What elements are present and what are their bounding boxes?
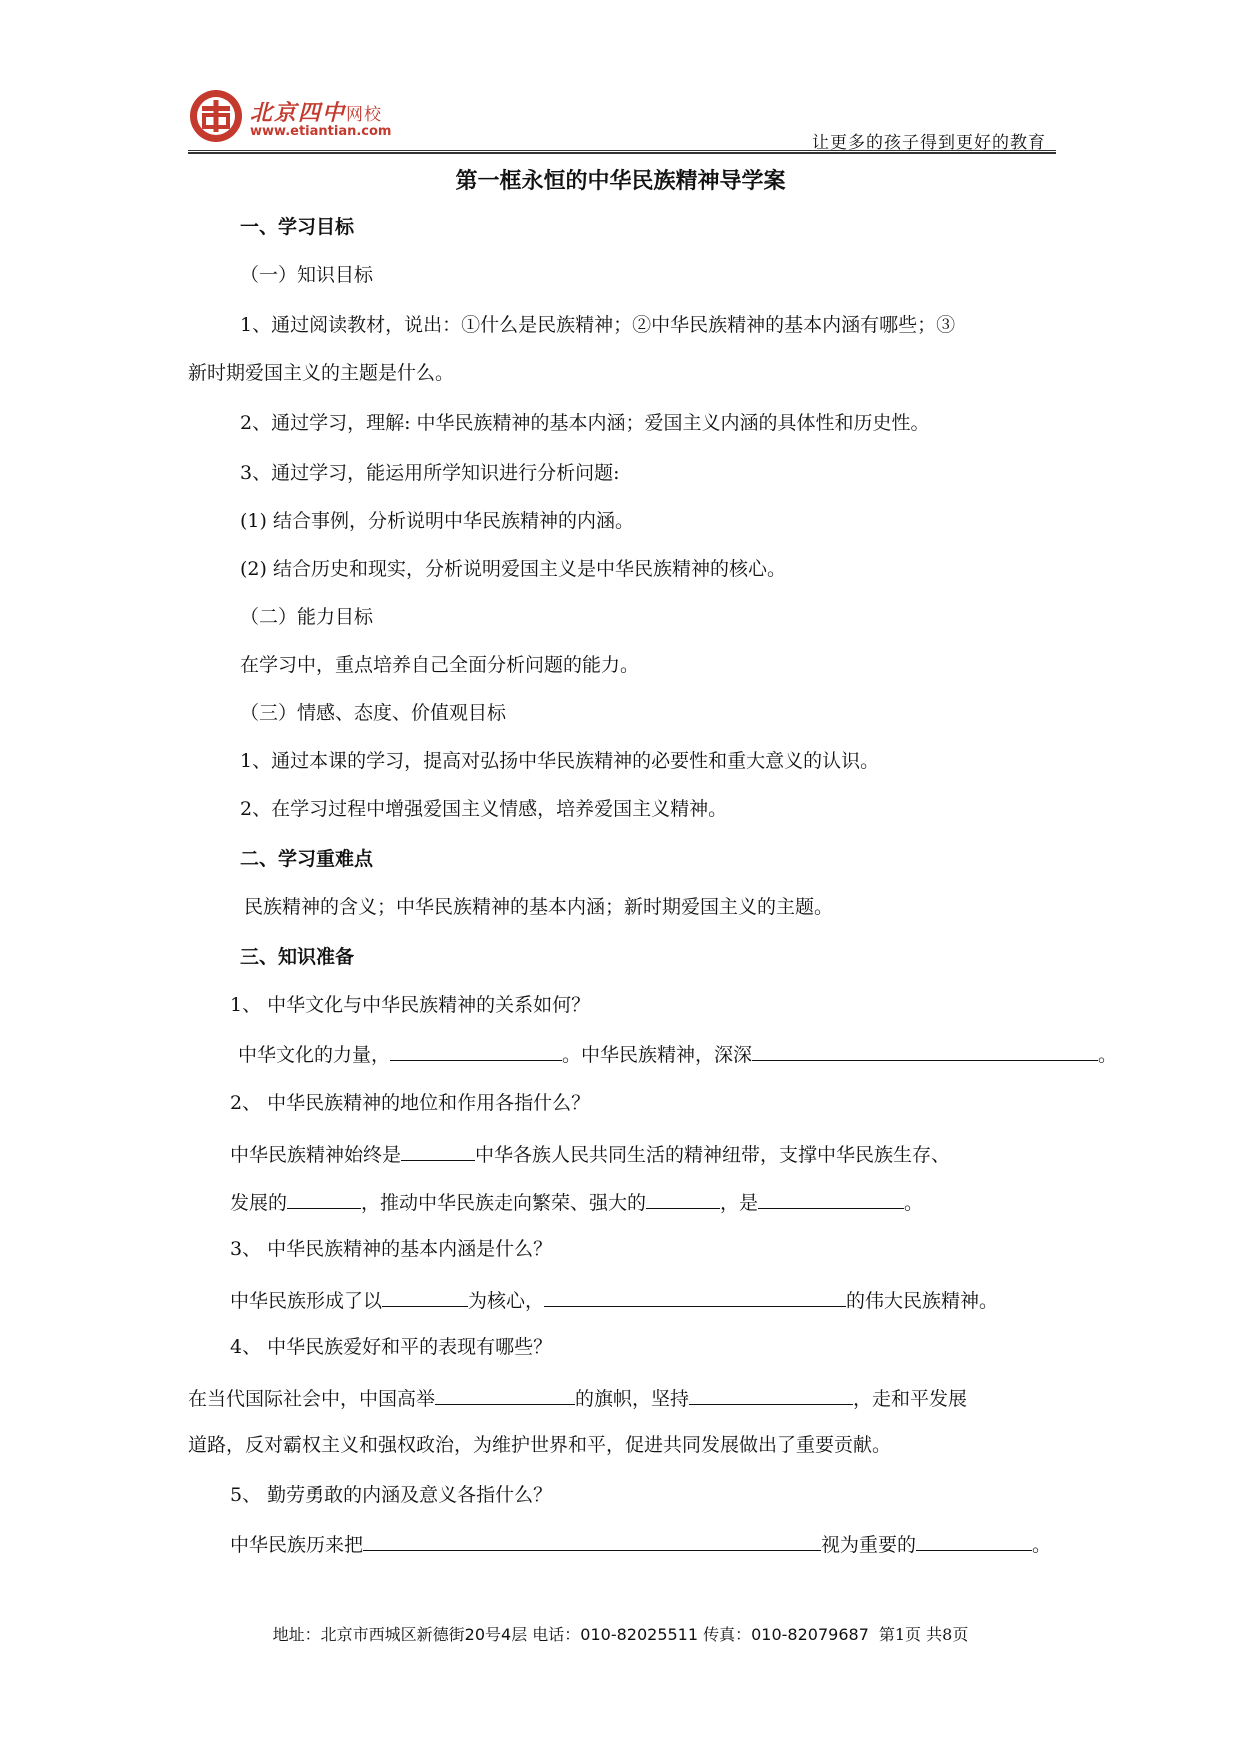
page-header [188, 88, 1056, 154]
question: 1、 中华文化与中华民族精神的关系如何？ [230, 994, 591, 1016]
fill-in-answer: 在当代国际社会中，中国高举 的旗帜，坚持 ，走和平发展 [188, 1384, 967, 1412]
school-logo-icon [188, 88, 244, 144]
answer-blank[interactable] [646, 1188, 720, 1209]
answer-blank[interactable] [435, 1384, 575, 1405]
answer-blank[interactable] [758, 1188, 904, 1209]
paragraph: (1) 结合事例，分析说明中华民族精神的内涵。 [240, 510, 634, 532]
section-heading-knowledge-prep: 三、知识准备 [240, 946, 355, 968]
header-slogan: 让更多的孩子得到更好的教育 [812, 133, 1046, 153]
document-title: 第一框永恒的中华民族精神导学案 [455, 169, 786, 194]
header-divider [188, 152, 1056, 154]
paragraph: 道路，反对霸权主义和强权政治，为维护世界和平，促进共同发展做出了重要贡献。 [188, 1434, 892, 1456]
fill-in-answer: 发展的 ，推动中华民族走向繁荣、强大的 ，是 。 [230, 1188, 923, 1216]
answer-blank[interactable] [916, 1530, 1032, 1551]
paragraph: 2、通过学习，理解: 中华民族精神的基本内涵；爱国主义内涵的具体性和历史性。 [240, 412, 930, 434]
question: 5、 勤劳勇敢的内涵及意义各指什么？ [230, 1484, 553, 1506]
header-divider-thin [188, 150, 1056, 151]
paragraph: 新时期爱国主义的主题是什么。 [188, 362, 455, 384]
question: 4、 中华民族爱好和平的表现有哪些？ [230, 1336, 553, 1358]
question: 3、 中华民族精神的基本内涵是什么？ [230, 1238, 553, 1260]
paragraph: 在学习中，重点培养自己全面分析问题的能力。 [240, 654, 640, 676]
footer-address: 地址：北京市西城区新德街20号4层 电话：010-82025511 传真：010-82079687 [272, 1625, 869, 1644]
answer-blank[interactable] [363, 1530, 821, 1551]
answer-blank[interactable] [544, 1286, 846, 1307]
paragraph: 1、通过阅读教材，说出：①什么是民族精神；②中华民族精神的基本内涵有哪些；③ [240, 314, 956, 336]
paragraph: 1、通过本课的学习，提高对弘扬中华民族精神的必要性和重大意义的认识。 [240, 750, 880, 772]
fill-in-answer: 中华民族形成了以 为核心， 的伟大民族精神。 [230, 1286, 998, 1314]
fill-in-answer: 中华民族精神始终是 中华各族人民共同生活的精神纽带，支撑中华民族生存、 [230, 1140, 950, 1168]
page-footer [0, 1622, 1241, 1645]
answer-blank[interactable] [382, 1286, 468, 1307]
fill-in-answer: 中华文化的力量， 。中华民族精神，深深 。 [238, 1040, 1117, 1068]
logo-url: www.etiantian.com [250, 124, 392, 139]
answer-blank[interactable] [401, 1140, 475, 1161]
answer-blank[interactable] [390, 1040, 562, 1061]
paragraph: 2、在学习过程中增强爱国主义情感，培养爱国主义精神。 [240, 798, 728, 820]
answer-blank[interactable] [689, 1384, 853, 1405]
paragraph: 民族精神的含义；中华民族精神的基本内涵；新时期爱国主义的主题。 [244, 896, 834, 918]
subheading-attitude: （三）情感、态度、价值观目标 [240, 702, 507, 724]
page-number: 第1页 共8页 [878, 1625, 969, 1644]
section-heading-keypoints: 二、学习重难点 [240, 848, 374, 870]
subheading-knowledge: （一）知识目标 [240, 264, 374, 286]
logo-brand-text: 北京四中网校 [250, 101, 383, 126]
answer-blank[interactable] [287, 1188, 361, 1209]
question: 2、 中华民族精神的地位和作用各指什么？ [230, 1092, 591, 1114]
paragraph: (2) 结合历史和现实，分析说明爱国主义是中华民族精神的核心。 [240, 558, 786, 580]
paragraph: 3、通过学习，能运用所学知识进行分析问题: [240, 462, 620, 484]
fill-in-answer: 中华民族历来把 视为重要的 。 [230, 1530, 1051, 1558]
section-heading-objectives: 一、学习目标 [240, 216, 355, 238]
subheading-ability: （二）能力目标 [240, 606, 374, 628]
answer-blank[interactable] [752, 1040, 1098, 1061]
